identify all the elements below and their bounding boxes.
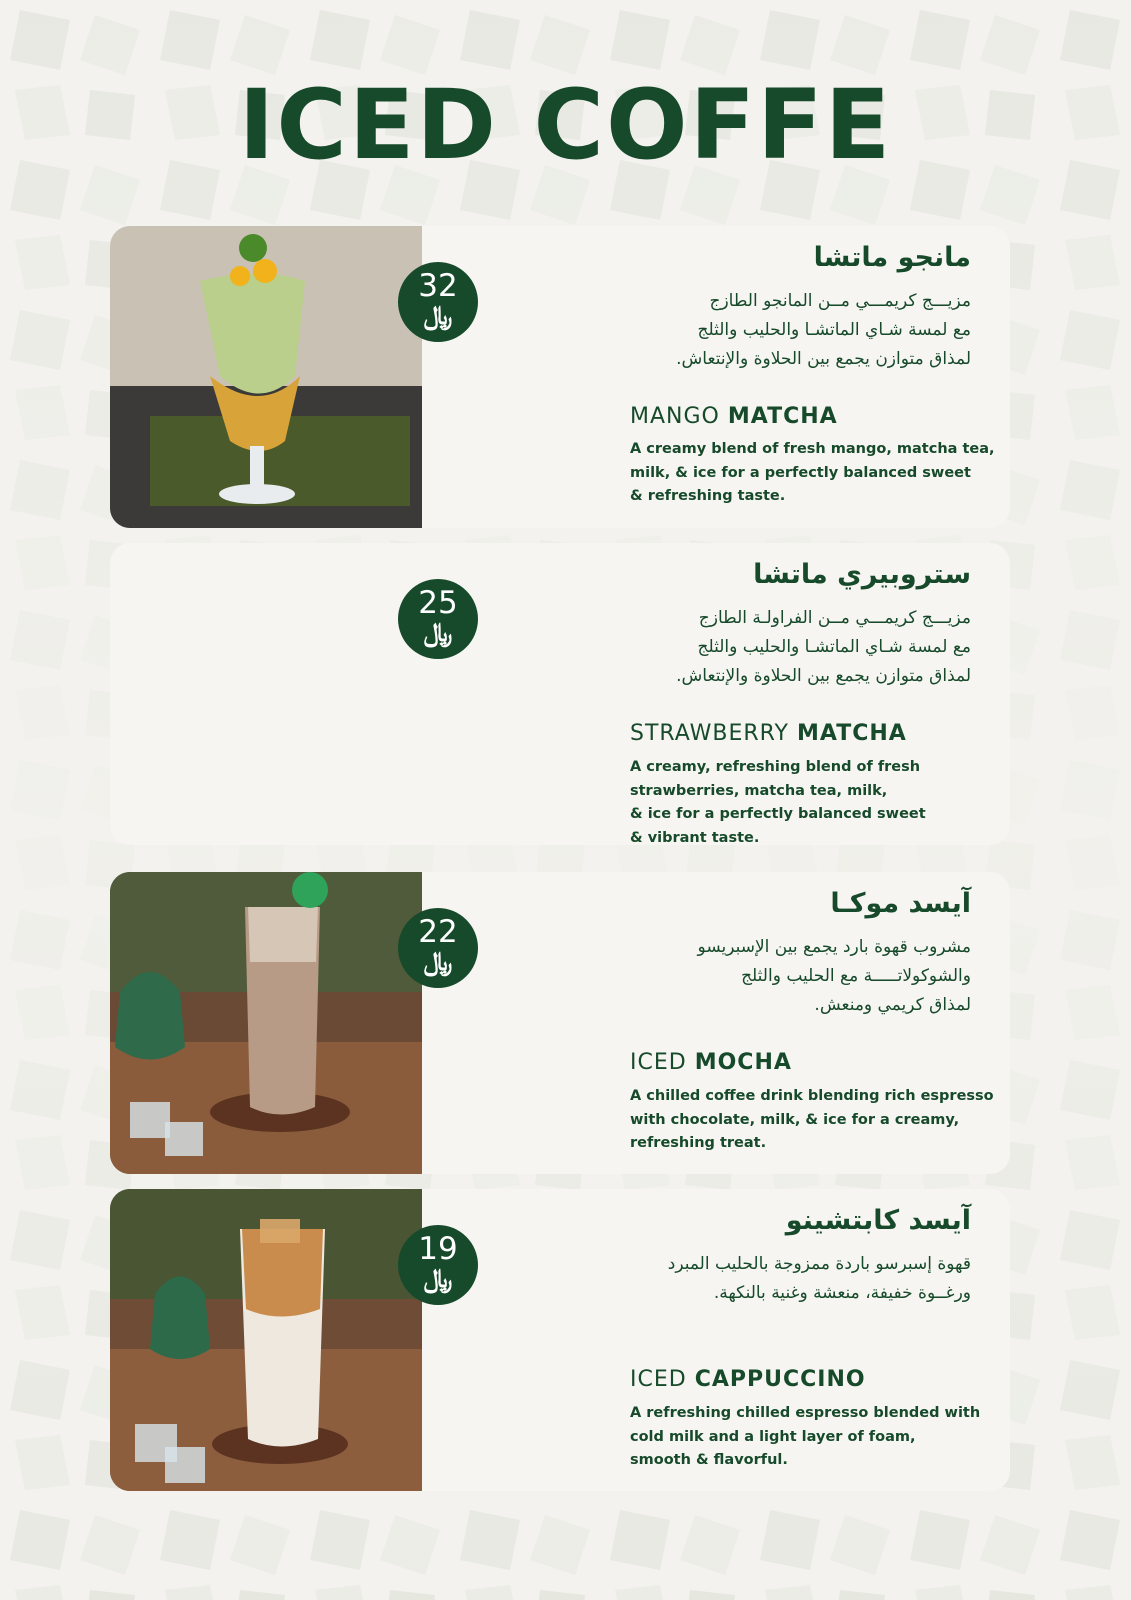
price-badge [398, 1225, 478, 1305]
item-name-english: ICED MOCHA [630, 1050, 792, 1075]
item-name-english: ICED CAPPUCCINO [630, 1367, 866, 1392]
price-badge [398, 262, 478, 342]
item-description-arabic: مزيـــج كريمـــي مــن الفراولـة الطازج مع لمسة شـاي الماتشـا والحليب والثلج لمذاق متوازن يجمع بين الحلاوة والإنتعاش. [676, 608, 971, 686]
item-description-english: A refreshing chilled espresso blended with cold milk and a light layer of foam, smooth & flavorful. [630, 1405, 981, 1468]
item-name-arabic: آيسد موكـا [830, 888, 971, 919]
item-description-english: A creamy, refreshing blend of fresh strawberries, matcha tea, milk, & ice for a perfectly balanced sweet & vibrant taste. [630, 759, 926, 846]
mango-matcha-photo [110, 226, 422, 528]
price-value: 19 [418, 1231, 458, 1267]
price-value: 25 [418, 585, 458, 621]
item-description-english: A chilled coffee drink blending rich espresso with chocolate, milk, & ice for a creamy, refreshing treat. [630, 1088, 994, 1151]
price-badge [398, 908, 478, 988]
iced-mocha-photo [110, 872, 422, 1174]
riyal-icon: ﷼ [423, 618, 453, 648]
price-value: 22 [418, 914, 458, 950]
riyal-icon: ﷼ [423, 947, 453, 977]
item-name-arabic: آيسد كابتشينو [785, 1205, 971, 1236]
item-name-arabic: مانجو ماتشا [813, 242, 971, 273]
item-name-english: STRAWBERRY MATCHA [630, 721, 907, 746]
item-name-arabic: ستروبيري ماتشا [753, 559, 971, 590]
riyal-icon: ﷼ [423, 301, 453, 331]
iced-cappuccino-photo [110, 1189, 422, 1491]
item-description-arabic: مزيـــج كريمـــي مــن المانجو الطازج مع لمسة شـاي الماتشـا والحليب والثلج لمذاق متوازن يجمع بين الحلاوة والإنتعاش. [676, 291, 971, 369]
item-description-english: A creamy blend of fresh mango, matcha tea, milk, & ice for a perfectly balanced sweet & refreshing taste. [630, 441, 995, 504]
item-name-english: MANGO MATCHA [630, 404, 838, 429]
riyal-icon: ﷼ [423, 1264, 453, 1294]
price-badge [398, 579, 478, 659]
price-value: 32 [418, 268, 458, 304]
item-description-arabic: مشروب قهوة بارد يجمع بين الإسبريسو والشوكولاتـــــة مع الحليب والثلج لمذاق كريمي ومنعش. [697, 937, 971, 1015]
item-description-arabic: قهوة إسبرسو باردة ممزوجة بالحليب المبرد ورغــوة خفيفة، منعشة وغنية بالنكهة. [667, 1254, 971, 1303]
page-title: ICED COFFE [238, 69, 893, 181]
